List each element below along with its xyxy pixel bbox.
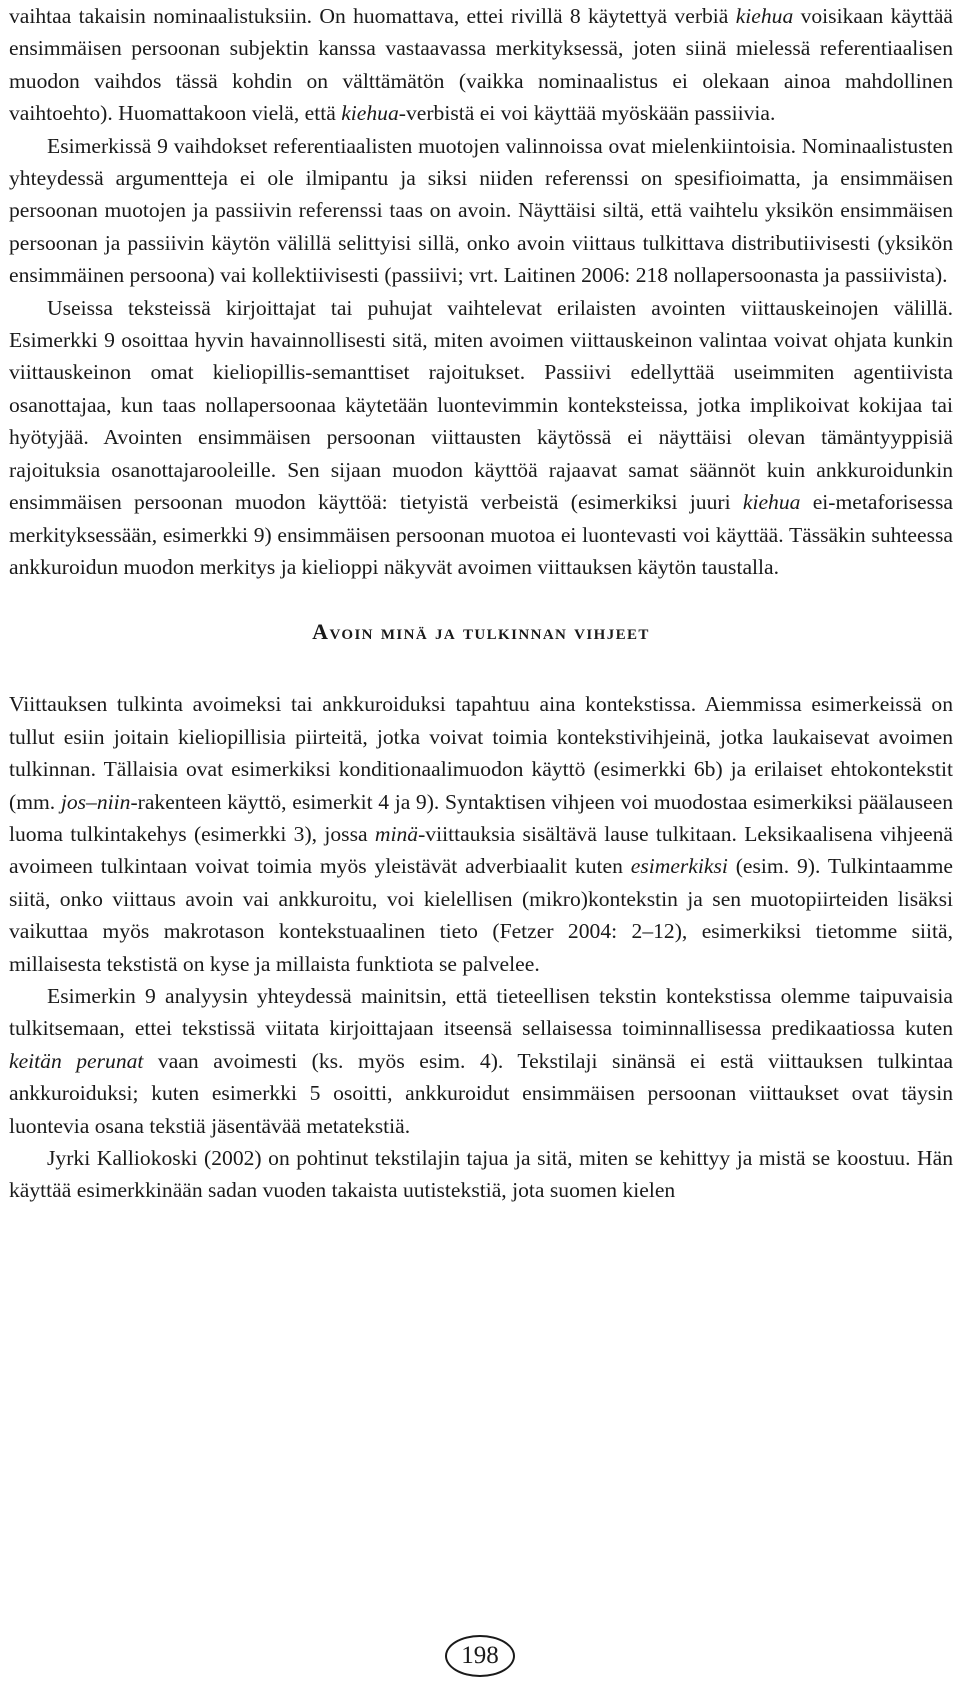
paragraph-2: Esimerkissä 9 vaihdokset referentiaalisten muotojen valinnoissa ovat mielenkiintoisia. Nominaalistusten yhteydessä argumentteja ei ole ilmipantu ja siksi niiden referenssi on spesifioimatta, ja ensimmäisen persoonan muotojen ja passiivin referenssi taas on avoin. Näyttäisi siltä, että vaihtelu yksikön ensimmäisen persoonan ja passiivin käytön välillä selittyisi sillä, onko avoin viittaus tulkittava distributiivisesti (yksikön ensimmäinen persoona) vai kollektiivisesti (passiivi; vrt. Laitinen 2006: 218 nollapersoonasta ja passiivista). — [9, 133, 953, 288]
paragraph-3-italic-verb: kiehua — [742, 490, 801, 515]
paragraph-4-italic-mina: minä — [374, 821, 419, 846]
paragraph-1-text-a: vaihtaa takaisin nominaalistuksiin. On huomattava, ettei rivillä 8 käytettyä verbiä — [9, 4, 736, 28]
paragraph-5-italic-phrase: keitän perunat — [9, 1048, 144, 1073]
paragraph-4-italic-esimerkiksi: esimerkiksi — [630, 854, 728, 879]
paragraph-3-text-a: Useissa teksteissä kirjoittajat tai puhujat vaihtelevat erilaisten avointen viittauskeinojen välillä. Esimerkki 9 osoittaa hyvin havainnollisesti sitä, miten avoimen viittauskeinon valintaa voivat ohjata kunkin viittauskeinon omat kieliopillis-semanttiset rajoitukset. Passiivi edellyttää useimmiten agentiivista osanottajaa, kun taas nollapersoonaa käytetään luontevimmin konteksteissa, jotka implikoivat kokijaa tai hyötyjää. Avointen ensimmäisen persoonan viittausten käytössä ei näyttäisi olevan tämäntyyppisiä rajoituksia osanottajarooleille. Sen sijaan muodon käyttöä rajaavat samat säännöt kuin ankkuroidunkin ensimmäisen persoonan muodon käyttöä: tietyistä verbeistä (esimerkiksi juuri — [9, 295, 953, 515]
paragraph-1-italic-verb-2: kiehua — [341, 101, 399, 126]
page-footer — [0, 1635, 960, 1677]
paragraph-3-text-b: ei-metaforisessa merkityksessään, esimerkki 9) ensimmäisen persoonan muotoa ei luontevasti voi käyttää. Tässäkin suhteessa ankkuroidun muodon merkitys ja kielioppi näkyvät avoimen viittauksen käytön taustalla. — [9, 490, 953, 579]
paragraph-4-text-b: -rakenteen käyttö, esimerkit 4 ja 9). Syntaktisen vihjeen voi muodostaa esimerkiksi päälauseen luoma tulkintakehys (esimerkki 3), jossa — [9, 789, 953, 846]
paragraph-4-text-c: -viittauksia sisältävä lause tulkitaan. Leksikaalisena vihjeenä avoimeen tulkintaan voivat toimia myös yleistävät adverbiaalit kuten — [9, 821, 953, 879]
paragraph-4-text-a: Viittauksen tulkinta avoimeksi tai ankkuroiduksi tapahtuu aina kontekstissa. Aiemmissa esimerkeissä on tullut esiin joitain kieliopillisia piirteitä, jotka voivat toimia kontekstivihjeinä, jotka laukaisevat avoimen tulkinnan. Tällaisia ovat esimerkiksi konditionaalimuodon käyttö (esimerkki 6b) ja erilaiset ehtokontekstit (mm. — [9, 692, 953, 814]
heading-spacer-top — [9, 583, 953, 616]
paragraph-3 — [9, 292, 953, 584]
paragraph-4-text-d: (esim. 9). Tulkintaamme siitä, onko viittaus avoin vai ankkuroitu, voi kielellisen (mikro)kontekstin ja sen muotopiirteiden lisäksi vaikuttaa myös makrotason kontekstuaalinen tieto (Fetzer 2004: 2–12), esimerkiksi tietomme siitä, millaisesta tekstistä on kyse ja millaista funktiota se palvelee. — [9, 854, 953, 976]
paragraph-1-text-b: voisikaan käyttää ensimmäisen persoonan subjektin kanssa vastaavassa merkityksessä, joten siinä mielessä referentiaalisen muodon vaihdos tässä kohdin on välttämätön (vaikka nominaalistus ei olekaan ainoa mahdollinen vaihtoehto). Huomattakoon vielä, että — [9, 4, 953, 126]
page-number: 198 — [445, 1635, 515, 1677]
paragraph-4-italic-jos-niin: jos–niin — [60, 789, 131, 814]
section-heading: Avoin minä ja tulkinnan vihjeet — [312, 619, 650, 645]
heading-spacer-bottom — [9, 648, 953, 688]
paragraph-1-text-c: -verbistä ei voi käyttää myöskään passiivia. — [398, 101, 776, 126]
paragraph-5-text-b: vaan avoimesti (ks. myös esim. 4). Tekstilaji sinänsä ei estä viittauksen tulkintaa ankkuroiduksi; kuten esimerkki 5 osoitti, ankkuroidut ensimmäisen persoonan viittaukset ovat täysin luontevia osana tekstiä jäsentävää metatekstiä. — [9, 1048, 953, 1138]
page-body — [9, 0, 953, 1207]
paragraph-5 — [9, 980, 953, 1142]
paragraph-5-text-a: Esimerkin 9 analyysin yhteydessä mainitsin, että tieteellisen tekstin kontekstissa olemme taipuvaisia tulkitsemaan, ettei tekstissä viitata kirjoittajaan itseensä sellaisessa toiminnallisessa predikaatiossa kuten — [9, 983, 953, 1041]
paragraph-6: Jyrki Kalliokoski (2002) on pohtinut tekstilajin tajua ja sitä, miten se kehittyy ja mistä se koostuu. Hän käyttää esimerkkinään sadan vuoden takaista uutistekstiä, jota suomen kielen — [9, 1146, 953, 1203]
paragraph-1-italic-verb: kiehua — [735, 4, 794, 28]
paragraph-4 — [9, 688, 953, 980]
paragraph-1 — [9, 0, 953, 130]
